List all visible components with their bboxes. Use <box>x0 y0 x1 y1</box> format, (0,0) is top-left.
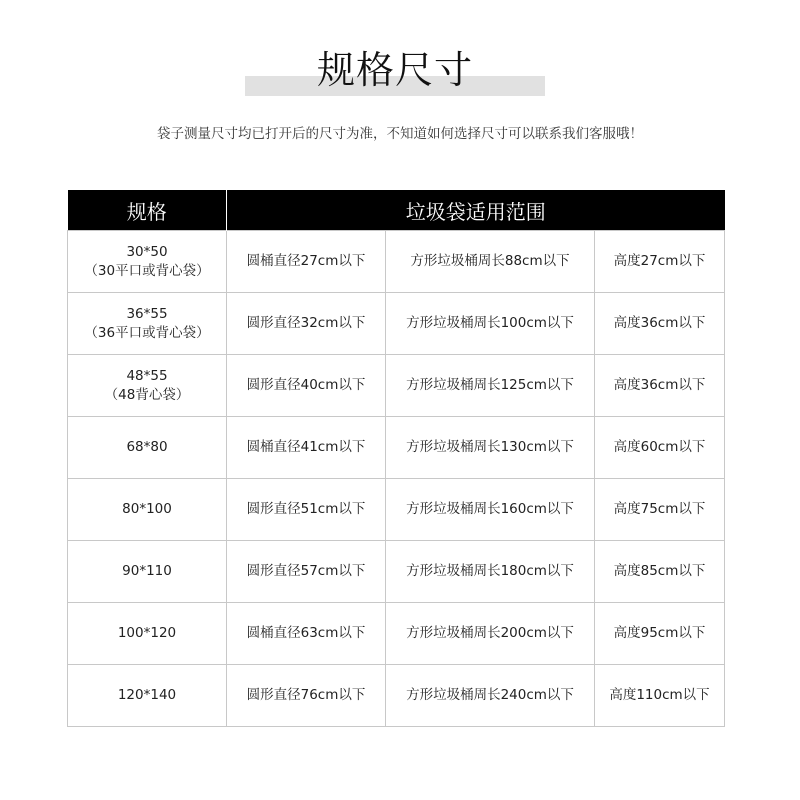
table-row <box>68 665 725 727</box>
page-title: 规格尺寸 <box>316 48 473 92</box>
header-spec: 规格 <box>68 190 227 231</box>
round-bin-diameter-cell: 圆形直径76cm以下 <box>227 665 386 727</box>
spec-size: 120*140 <box>117 687 177 703</box>
spec-size: 48*55 <box>126 367 168 384</box>
round-bin-diameter-cell: 圆形直径40cm以下 <box>227 355 386 417</box>
square-bin-perimeter-cell: 方形垃圾桶周长88cm以下 <box>386 231 595 293</box>
spec-type-note: （36平口或背心袋） <box>84 324 210 341</box>
size-spec-table <box>67 190 725 727</box>
round-bin-diameter-cell: 圆桶直径41cm以下 <box>227 417 386 479</box>
spec-cell <box>68 231 227 293</box>
table-row <box>68 231 725 293</box>
bin-height-cell: 高度60cm以下 <box>595 417 725 479</box>
table-row <box>68 541 725 603</box>
square-bin-perimeter-cell: 方形垃圾桶周长240cm以下 <box>386 665 595 727</box>
table-row <box>68 355 725 417</box>
spec-size: 80*100 <box>122 501 172 517</box>
round-bin-diameter-cell: 圆形直径57cm以下 <box>227 541 386 603</box>
round-bin-diameter-cell: 圆形直径32cm以下 <box>227 293 386 355</box>
spec-cell <box>68 293 227 355</box>
spec-type-note: （48背心袋） <box>104 386 190 403</box>
square-bin-perimeter-cell: 方形垃圾桶周长200cm以下 <box>386 603 595 665</box>
square-bin-perimeter-cell: 方形垃圾桶周长160cm以下 <box>386 479 595 541</box>
measurement-note: 袋子测量尺寸均已打开后的尺寸为准，不知道如何选择尺寸可以联系我们客服哦！ <box>157 126 643 142</box>
header-usage-range: 垃圾袋适用范围 <box>227 190 725 231</box>
table-row <box>68 417 725 479</box>
bin-height-cell: 高度27cm以下 <box>595 231 725 293</box>
spec-size: 30*50 <box>126 243 168 260</box>
spec-cell <box>68 541 227 603</box>
round-bin-diameter-cell: 圆桶直径63cm以下 <box>227 603 386 665</box>
table-body <box>68 231 725 727</box>
round-bin-diameter-cell: 圆桶直径27cm以下 <box>227 231 386 293</box>
round-bin-diameter-cell: 圆形直径51cm以下 <box>227 479 386 541</box>
square-bin-perimeter-cell: 方形垃圾桶周长180cm以下 <box>386 541 595 603</box>
spec-cell <box>68 603 227 665</box>
bin-height-cell: 高度75cm以下 <box>595 479 725 541</box>
spec-size: 100*120 <box>117 625 177 641</box>
bin-height-cell: 高度110cm以下 <box>595 665 725 727</box>
spec-size: 90*110 <box>122 563 172 579</box>
spec-cell <box>68 479 227 541</box>
square-bin-perimeter-cell: 方形垃圾桶周长100cm以下 <box>386 293 595 355</box>
spec-cell <box>68 355 227 417</box>
table-header-row <box>68 190 725 231</box>
title-block <box>245 42 545 98</box>
square-bin-perimeter-cell: 方形垃圾桶周长125cm以下 <box>386 355 595 417</box>
square-bin-perimeter-cell: 方形垃圾桶周长130cm以下 <box>386 417 595 479</box>
spec-size: 36*55 <box>126 305 168 322</box>
spec-cell <box>68 417 227 479</box>
bin-height-cell: 高度85cm以下 <box>595 541 725 603</box>
spec-cell <box>68 665 227 727</box>
spec-size: 68*80 <box>126 439 168 455</box>
spec-type-note: （30平口或背心袋） <box>84 262 210 279</box>
bin-height-cell: 高度95cm以下 <box>595 603 725 665</box>
table-row <box>68 479 725 541</box>
table-row <box>68 603 725 665</box>
bin-height-cell: 高度36cm以下 <box>595 293 725 355</box>
bin-height-cell: 高度36cm以下 <box>595 355 725 417</box>
table-row <box>68 293 725 355</box>
